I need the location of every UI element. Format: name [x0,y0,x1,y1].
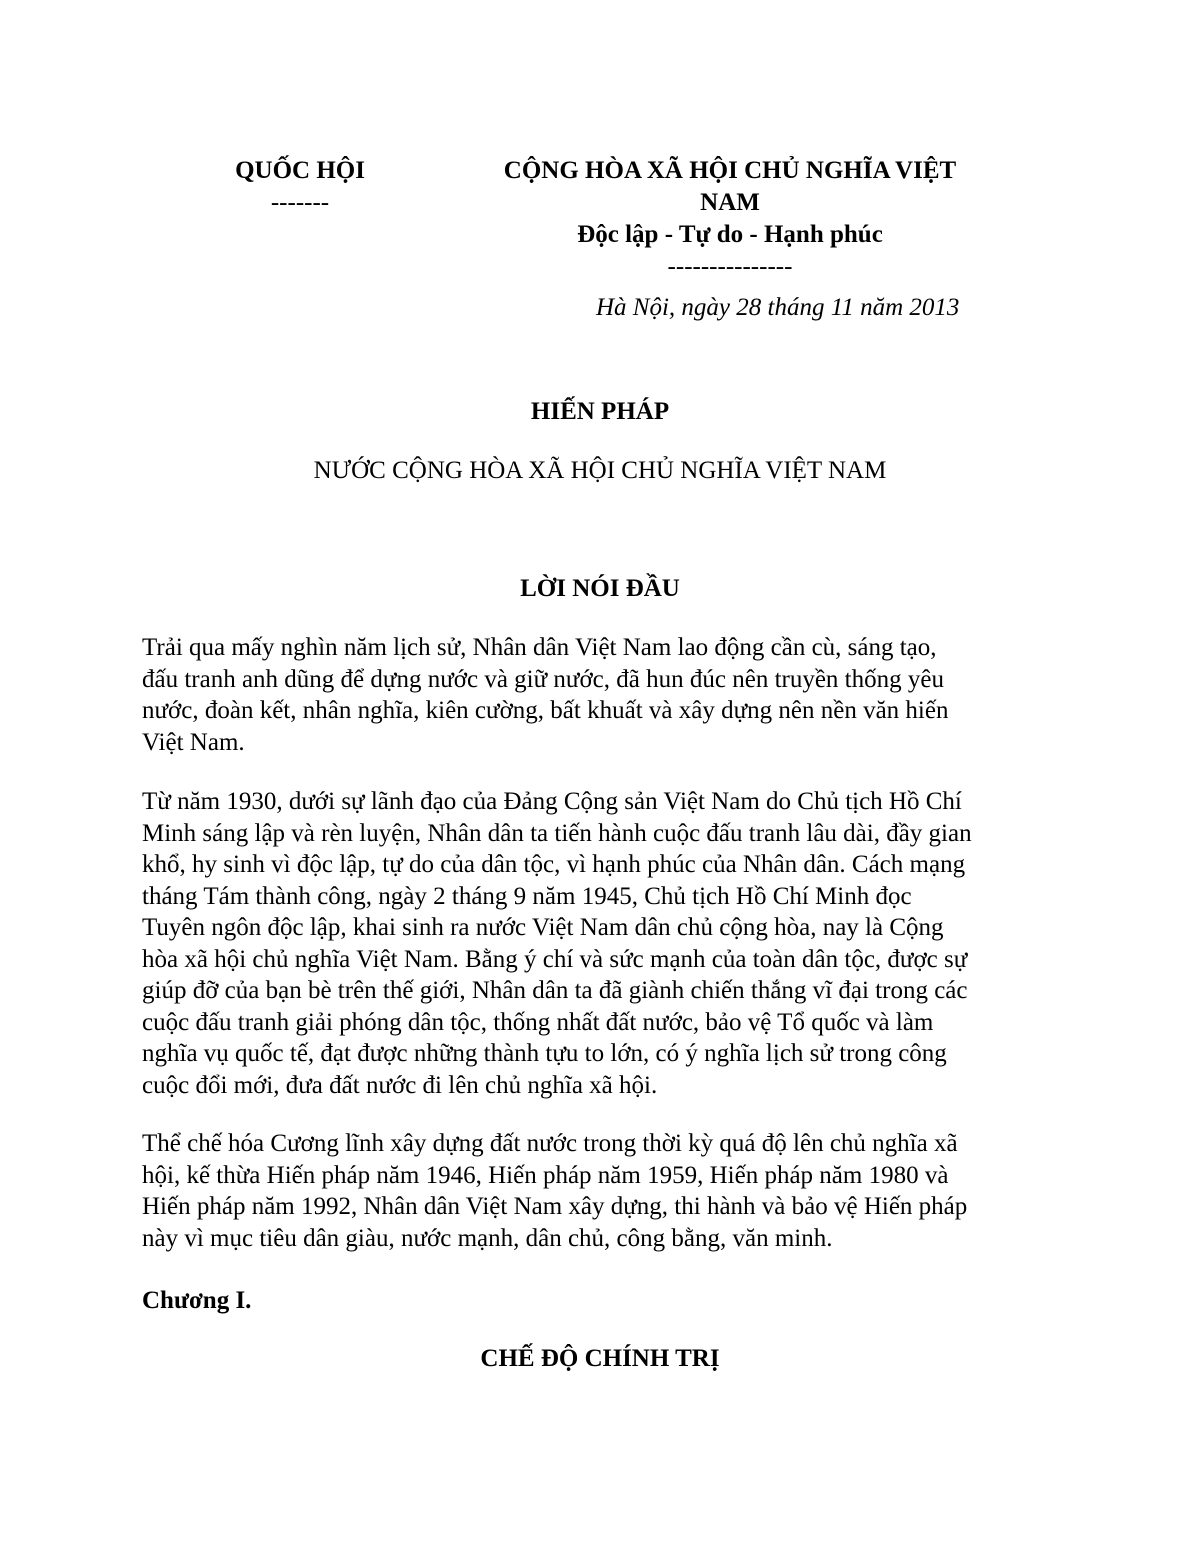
paragraph-line: Việt Nam. [142,728,245,756]
preamble-paragraph-3 [142,1128,1062,1254]
document-title: HIẾN PHÁP [530,398,670,425]
issue-date: Hà Nội, ngày 28 tháng 11 năm 2013 [596,294,960,321]
paragraph-line: Minh sáng lập và rèn luyện, Nhân dân ta tiến hành cuộc đấu tranh lâu dài, đầy gian [142,819,972,847]
preamble-paragraph-2 [142,786,1062,1101]
paragraph-line: Tuyên ngôn độc lập, khai sinh ra nước Việt Nam dân chủ cộng hòa, nay là Cộng [142,914,944,941]
paragraph-line: Hiến pháp năm 1992, Nhân dân Việt Nam xây dựng, thi hành và bảo vệ Hiến pháp [142,1193,968,1220]
paragraph-line: hòa xã hội chủ nghĩa Việt Nam. Bằng ý chí và sức mạnh của toàn dân tộc, được sự [142,945,968,973]
paragraph-line: cuộc đấu tranh giải phóng dân tộc, thống nhất đất nước, bảo vệ Tổ quốc và làm [142,1008,934,1036]
chapter-label: Chương I. [142,1287,252,1314]
chapter-title: CHẾ ĐỘ CHÍNH TRỊ [480,1345,720,1372]
paragraph-line: đấu tranh anh dũng để dựng nước và giữ nước, đã hun đúc nên truyền thống yêu [142,665,944,693]
paragraph-line: Trải qua mấy nghìn năm lịch sử, Nhân dân Việt Nam lao động cần cù, sáng tạo, [142,634,937,661]
paragraph-line: giúp đỡ của bạn bè trên thế giới, Nhân dân ta đã giành chiến thắng vĩ đại trong các [142,977,968,1004]
paragraph-line: tháng Tám thành công, ngày 2 tháng 9 năm 1945, Chủ tịch Hồ Chí Minh đọc [142,882,912,910]
preamble-heading: LỜI NÓI ĐẦU [520,575,680,602]
nation-name-line2: NAM [700,189,760,216]
nation-name-line1: CỘNG HÒA XÃ HỘI CHỦ NGHĨA VIỆT [503,157,957,184]
paragraph-line: khổ, hy sinh vì độc lập, tự do của dân tộc, vì hạnh phúc của Nhân dân. Cách mạng [142,851,966,878]
paragraph-line: nghĩa vụ quốc tế, đạt được những thành tựu to lớn, có ý nghĩa lịch sử trong công [142,1040,947,1067]
paragraph-line: Từ năm 1930, dưới sự lãnh đạo của Đảng Cộng sản Việt Nam do Chủ tịch Hồ Chí [142,788,962,815]
document-subtitle: NƯỚC CỘNG HÒA XÃ HỘI CHỦ NGHĨA VIỆT NAM [313,457,887,484]
paragraph-line: hội, kế thừa Hiến pháp năm 1946, Hiến pháp năm 1959, Hiến pháp năm 1980 và [142,1161,949,1189]
paragraph-line: Thể chế hóa Cương lĩnh xây dựng đất nước trong thời kỳ quá độ lên chủ nghĩa xã [142,1130,958,1157]
national-motto: Độc lập - Tự do - Hạnh phúc [577,221,883,248]
issuer-block [190,155,410,219]
motto-divider: --------------- [667,253,793,280]
nation-block [470,155,990,283]
preamble-paragraph-1 [142,632,1062,758]
paragraph-line: nước, đoàn kết, nhân nghĩa, kiên cường, bất khuất và xây dựng nên nền văn hiến [142,697,949,724]
issuer-divider: ------- [270,189,330,216]
paragraph-line: cuộc đổi mới, đưa đất nước đi lên chủ nghĩa xã hội. [142,1071,658,1099]
paragraph-line: này vì mục tiêu dân giàu, nước mạnh, dân chủ, công bằng, văn minh. [142,1224,833,1252]
issuer-name: QUỐC HỘI [235,157,365,184]
